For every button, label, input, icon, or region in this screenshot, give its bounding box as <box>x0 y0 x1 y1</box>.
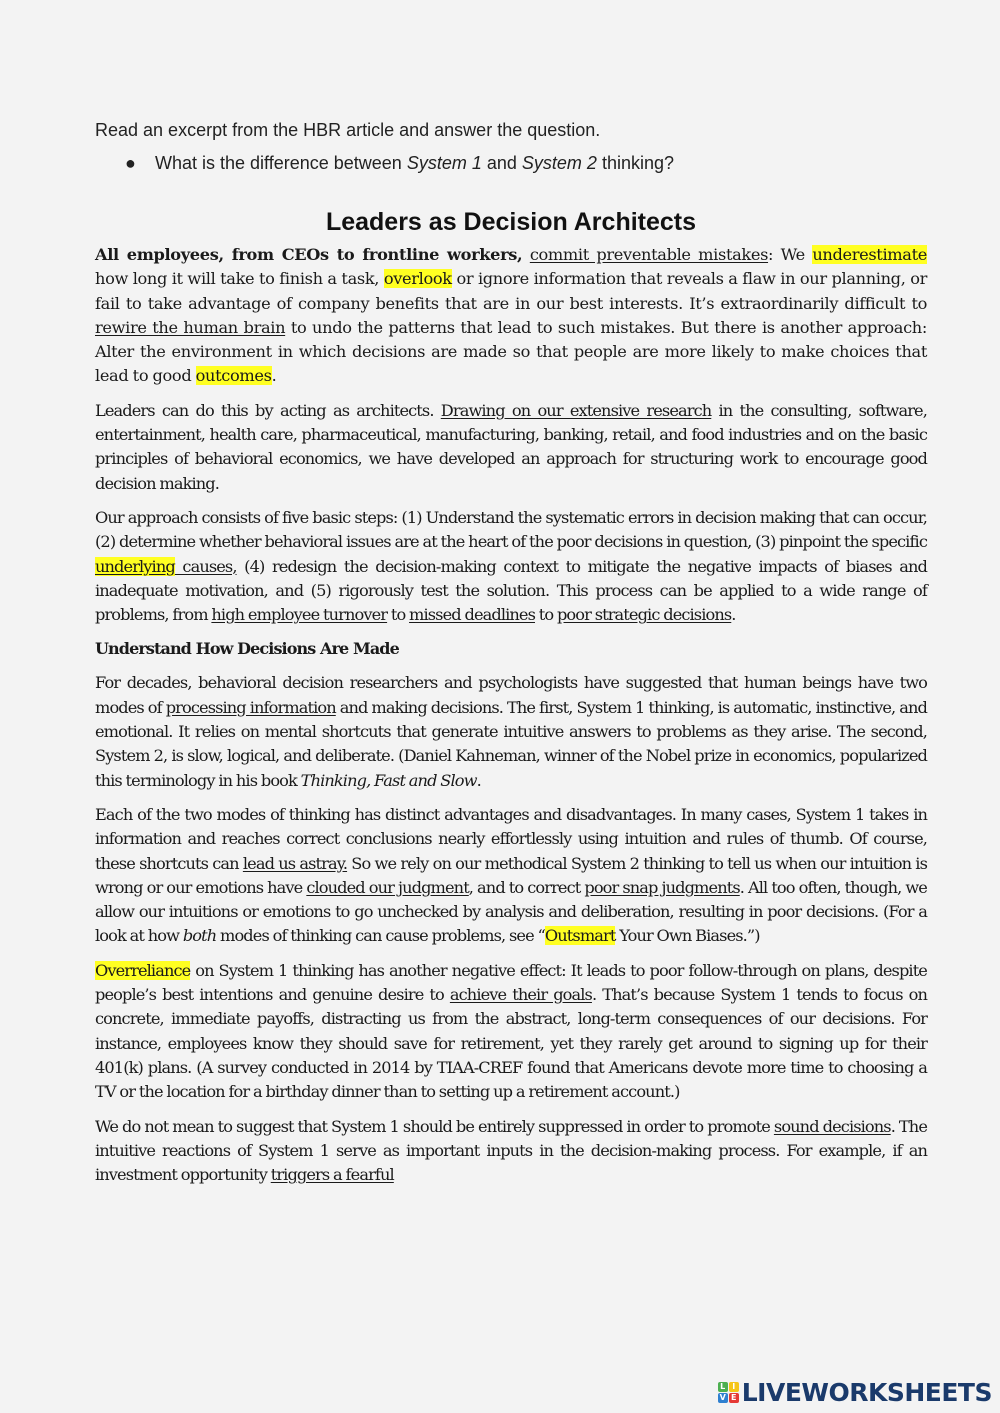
logo-tiles-icon <box>718 1382 739 1403</box>
logo-tile-l: L <box>718 1382 728 1392</box>
logo-tile-i: I <box>729 1382 739 1392</box>
book-title: Thinking, Fast and Slow <box>300 770 477 790</box>
highlighted-word: Overreliance <box>95 960 191 980</box>
underlined-phrase: sound decisions <box>773 1116 891 1136</box>
highlighted-underlined-word: underlying <box>95 556 175 576</box>
section-subheading: Understand How Decisions Are Made <box>95 639 399 659</box>
logo-tile-v: V <box>719 1393 726 1402</box>
highlighted-word: overlook <box>383 269 452 289</box>
underlined-phrase: processing information <box>165 697 336 717</box>
underlined-phrase: poor strategic decisions <box>556 605 732 625</box>
article-title: Leaders as Decision Architects <box>325 208 697 236</box>
highlighted-word: Outsmart <box>544 926 616 946</box>
bullet-icon: ● <box>125 153 136 173</box>
underlined-phrase: Drawing on our extensive research <box>440 400 712 420</box>
paragraph-7: We do not mean to suggest that System 1 should be entirely suppressed in order to promote sound decisions. The intuitive reactions of System 1 serve as important inputs in the decision-making process. For example, if an investment opportunity triggers a fearful <box>95 1116 927 1185</box>
underlined-phrase: commit preventable mistakes <box>529 245 769 264</box>
underlined-phrase: lead us astray. <box>242 853 348 873</box>
highlighted-word: outcomes <box>195 366 272 386</box>
underlined-phrase: causes, <box>174 556 237 576</box>
paragraph-3: Our approach consists of five basic steps: (1) Understand the systematic errors in decision making that can occur, (2) determine whether behavioral issues are at the heart of the poor decisions in question, (3) pinpoint the specific underlying causes, (4) redesign the decision-making context to mitigate the negative impacts of biases and inadequate motivation, and (5) rigorously test the solution. This process can be applied to a wide range of problems, from high employee turnover to missed deadlines to poor strategic decisions. <box>95 507 927 625</box>
logo-text: LIVEWORKSHEETS <box>741 1378 992 1407</box>
paragraph-4: For decades, behavioral decision researchers and psychologists have suggested that human beings have two modes of processing information and making decisions. The first, System 1 thinking, is automatic, instinctive, and emotional. It relies on mental shortcuts that generate intuitive answers to problems as they arise. The second, System 2, is slow, logical, and deliberate. (Daniel Kahneman, winner of the Nobel prize in economics, popularized this terminology in his book Thinking, Fast and Slow. <box>95 673 927 790</box>
question-item: ● What is the difference between System 1 and System 2 thinking? <box>125 153 674 173</box>
paragraph-1: All employees, from CEOs to frontline workers, commit preventable mistakes: We underestimate how long it will take to finish a task, overlook or ignore information that reveals a flaw in our planning, or fail to take advantage of company benefits that are in our best interests. It’s extraordinarily difficult to rewire the human brain to undo the patterns that lead to such mistakes. But there is another approach: Alter the environment in which decisions are made so that people are more likely to make choices that lead to good outcomes. <box>95 245 927 386</box>
underlined-phrase: rewire the human brain <box>95 317 286 337</box>
highlighted-word: underestimate <box>812 245 927 264</box>
lead-in-bold: All employees, from CEOs to frontline workers, <box>95 245 523 264</box>
liveworksheets-logo <box>718 1378 992 1407</box>
paragraph-6: Overreliance on System 1 thinking has another negative effect: It leads to poor follow-through on plans, despite people’s best intentions and genuine desire to achieve their goals. That’s because System 1 tends to focus on concrete, immediate payoffs, distracting us from the abstract, long-term consequences of our decisions. For instance, employees know they should save for retirement, yet they rarely get around to signing up for their 401(k) plans. (A survey conducted in 2014 by TIAA-CREF found that Americans devote more time to choosing a TV or the location for a birthday dinner than to setting up a retirement account.) <box>95 960 928 1102</box>
instruction-text: Read an excerpt from the HBR article and answer the question. <box>95 120 601 140</box>
emphasis-word: both <box>182 926 217 946</box>
underlined-phrase: poor snap judgments <box>584 877 740 897</box>
underlined-phrase: triggers a fearful <box>270 1165 394 1185</box>
system-2-term: System 2 <box>521 153 597 173</box>
underlined-phrase: achieve their goals <box>449 985 592 1005</box>
worksheet-page <box>95 118 927 1197</box>
underlined-phrase: missed deadlines <box>409 605 535 625</box>
paragraph-2: Leaders can do this by acting as architects. Drawing on our extensive research in the consulting, software, entertainment, health care, pharmaceutical, manufacturing, banking, retail, and food industries and on the basic principles of behavioral economics, we have developed an approach for structuring work to encourage good decision making. <box>95 400 927 493</box>
question-list <box>95 151 927 175</box>
underlined-phrase: clouded our judgment <box>306 877 469 897</box>
logo-tile-e: E <box>729 1393 739 1403</box>
underlined-phrase: high employee turnover <box>211 605 388 625</box>
paragraph-5: Each of the two modes of thinking has distinct advantages and disadvantages. In many cases, System 1 takes in information and reaches correct conclusions nearly effortlessly using intuition and rules of thumb. Of course, these shortcuts can lead us astray. So we rely on our methodical System 2 thinking to tell us when our intuition is wrong or our emotions have clouded our judgment, and to correct poor snap judgments. All too often, though, we allow our intuitions or emotions to go unchecked by analysis and deliberation, resulting in poor decisions. (For a look at how both modes of thinking can cause problems, see “Outsmart Your Own Biases.”) <box>95 804 927 946</box>
system-1-term: System 1 <box>406 153 482 173</box>
